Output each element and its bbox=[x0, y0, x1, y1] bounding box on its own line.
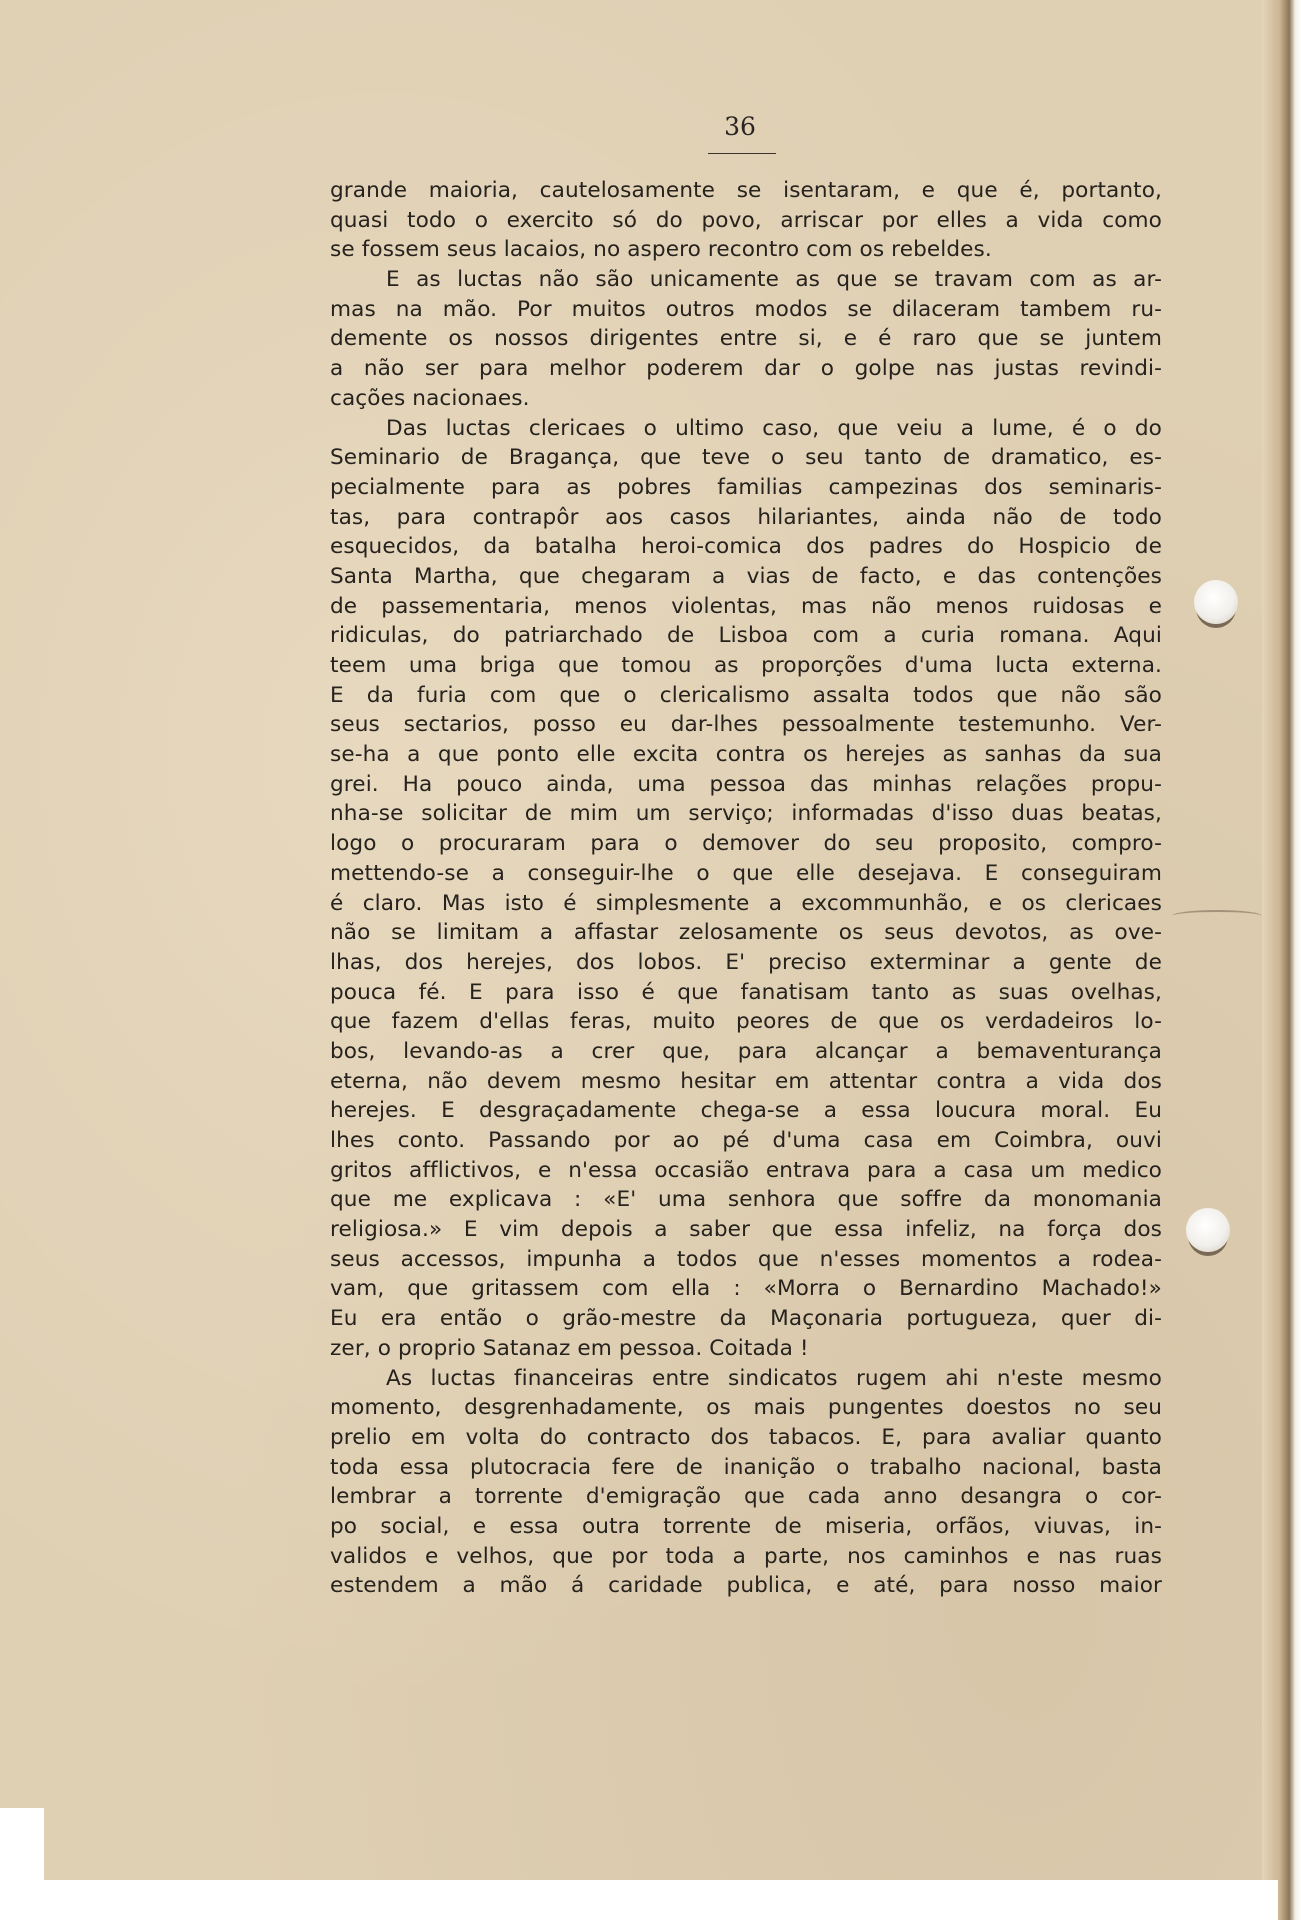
text-line: tas, para contrapôr aos casos hilariantes, ainda não de todo bbox=[330, 504, 1162, 530]
page-edge-shadow bbox=[1262, 0, 1301, 1920]
text-line: po social, e essa outra torrente de miseria, orfãos, viuvas, in- bbox=[330, 1513, 1162, 1539]
paragraph-start-line: E as luctas não são unicamente as que se travam com as ar- bbox=[386, 267, 1162, 293]
text-line: pecialmente para as pobres familias campezinas dos seminaris- bbox=[330, 474, 1162, 500]
text-line: momento, desgrenhadamente, os mais pungentes doestos no seu bbox=[330, 1395, 1162, 1421]
text-line: bos, levando-as a crer que, para alcançar a bemaventurança bbox=[330, 1038, 1162, 1064]
text-line: toda essa plutocracia fere de inanição o trabalho nacional, basta bbox=[330, 1454, 1162, 1480]
text-line: grande maioria, cautelosamente se isentaram, e que é, portanto, bbox=[330, 178, 1162, 203]
torn-corner bbox=[0, 1808, 44, 1920]
paragraph-start-line: As luctas financeiras entre sindicatos rugem ahi n'este mesmo bbox=[386, 1365, 1162, 1391]
text-line: de passementaria, menos violentas, mas não menos ruidosas e bbox=[330, 593, 1162, 619]
text-line: lhas, dos herejes, dos lobos. E' preciso exterminar a gente de bbox=[330, 949, 1162, 975]
text-line: eterna, não devem mesmo hesitar em attentar contra a vida dos bbox=[330, 1068, 1162, 1094]
text-line: quasi todo o exercito só do povo, arriscar por elles a vida como bbox=[330, 207, 1162, 233]
text-line: se fossem seus lacaios, no aspero recontro com os rebeldes. bbox=[330, 237, 992, 263]
text-line: a não ser para melhor poderem dar o golpe nas justas revindi- bbox=[330, 356, 1162, 382]
punch-hole bbox=[1194, 580, 1238, 624]
text-line: é claro. Mas isto é simplesmente a excommunhão, e os clericaes bbox=[330, 890, 1162, 916]
text-line: lhes conto. Passando por ao pé d'uma casa em Coimbra, ouvi bbox=[330, 1128, 1162, 1153]
text-line: lembrar a torrente d'emigração que cada anno desangra o cor- bbox=[330, 1484, 1162, 1510]
text-line: prelio em volta do contracto dos tabacos. E, para avaliar quanto bbox=[330, 1424, 1162, 1450]
paper-tear-mark bbox=[1172, 910, 1262, 922]
text-line: herejes. E desgraçadamente chega-se a essa loucura moral. Eu bbox=[330, 1098, 1162, 1124]
paragraph-start-line: Das luctas clericaes o ultimo caso, que veiu a lume, é o do bbox=[386, 415, 1162, 441]
text-line: Eu era então o grão-mestre da Maçonaria portugueza, quer di- bbox=[330, 1306, 1162, 1332]
text-line: zer, o proprio Satanaz em pessoa. Coitada ! bbox=[330, 1335, 809, 1361]
text-line: nha-se solicitar de mim um serviço; informadas d'isso duas beatas, bbox=[330, 801, 1162, 827]
text-line: seus sectarios, posso eu dar-lhes pessoalmente testemunho. Ver- bbox=[330, 712, 1162, 738]
page-number: 36 bbox=[724, 112, 756, 141]
body-text bbox=[330, 176, 1162, 1601]
text-line: que me explicava : «E' uma senhora que soffre da monomania bbox=[330, 1187, 1162, 1213]
punch-hole bbox=[1186, 1208, 1230, 1252]
text-line: Santa Martha, que chegaram a vias de facto, e das contenções bbox=[330, 563, 1162, 589]
text-line: estendem a mão á caridade publica, e até, para nosso maior bbox=[330, 1573, 1162, 1599]
text-line: grei. Ha pouco ainda, uma pessoa das minhas relações propu- bbox=[330, 771, 1162, 797]
text-line: esquecidos, da batalha heroi-comica dos padres do Hospicio de bbox=[330, 534, 1162, 560]
text-line: demente os nossos dirigentes entre si, e é raro que se juntem bbox=[330, 326, 1162, 352]
text-line: se-ha a que ponto elle excita contra os herejes as sanhas da sua bbox=[330, 742, 1162, 768]
text-line: validos e velhos, que por toda a parte, nos caminhos e nas ruas bbox=[330, 1543, 1162, 1569]
text-line: seus accessos, impunha a todos que n'esses momentos a rodea- bbox=[330, 1246, 1162, 1272]
text-line: mas na mão. Por muitos outros modos se dilaceram tambem ru- bbox=[330, 296, 1162, 322]
scan-bottom-margin bbox=[0, 1880, 1278, 1920]
text-line: logo o procuraram para o demover do seu proposito, compro- bbox=[330, 831, 1162, 857]
page-number-rule bbox=[708, 153, 776, 154]
text-line: Seminario de Bragança, que teve o seu tanto de dramatico, es- bbox=[330, 445, 1162, 471]
text-line: mettendo-se a conseguir-lhe o que elle desejava. E conseguiram bbox=[330, 860, 1162, 886]
text-line: religiosa.» E vim depois a saber que essa infeliz, na força dos bbox=[330, 1217, 1162, 1243]
text-line: gritos afflictivos, e n'essa occasião entrava para a casa um medico bbox=[330, 1157, 1162, 1183]
text-line: vam, que gritassem com ella : «Morra o Bernardino Machado!» bbox=[330, 1276, 1162, 1302]
text-line: E da furia com que o clericalismo assalta todos que não são bbox=[330, 682, 1162, 708]
text-line: teem uma briga que tomou as proporções d'uma lucta externa. bbox=[330, 653, 1162, 678]
text-line: cações nacionaes. bbox=[330, 385, 530, 411]
text-line: pouca fé. E para isso é que fanatisam tanto as suas ovelhas, bbox=[330, 979, 1162, 1005]
text-line: ridiculas, do patriarchado de Lisboa com a curia romana. Aqui bbox=[330, 623, 1162, 649]
text-line: não se limitam a affastar zelosamente os seus devotos, as ove- bbox=[330, 920, 1162, 946]
text-line: que fazem d'ellas feras, muito peores de que os verdadeiros lo- bbox=[330, 1009, 1162, 1035]
